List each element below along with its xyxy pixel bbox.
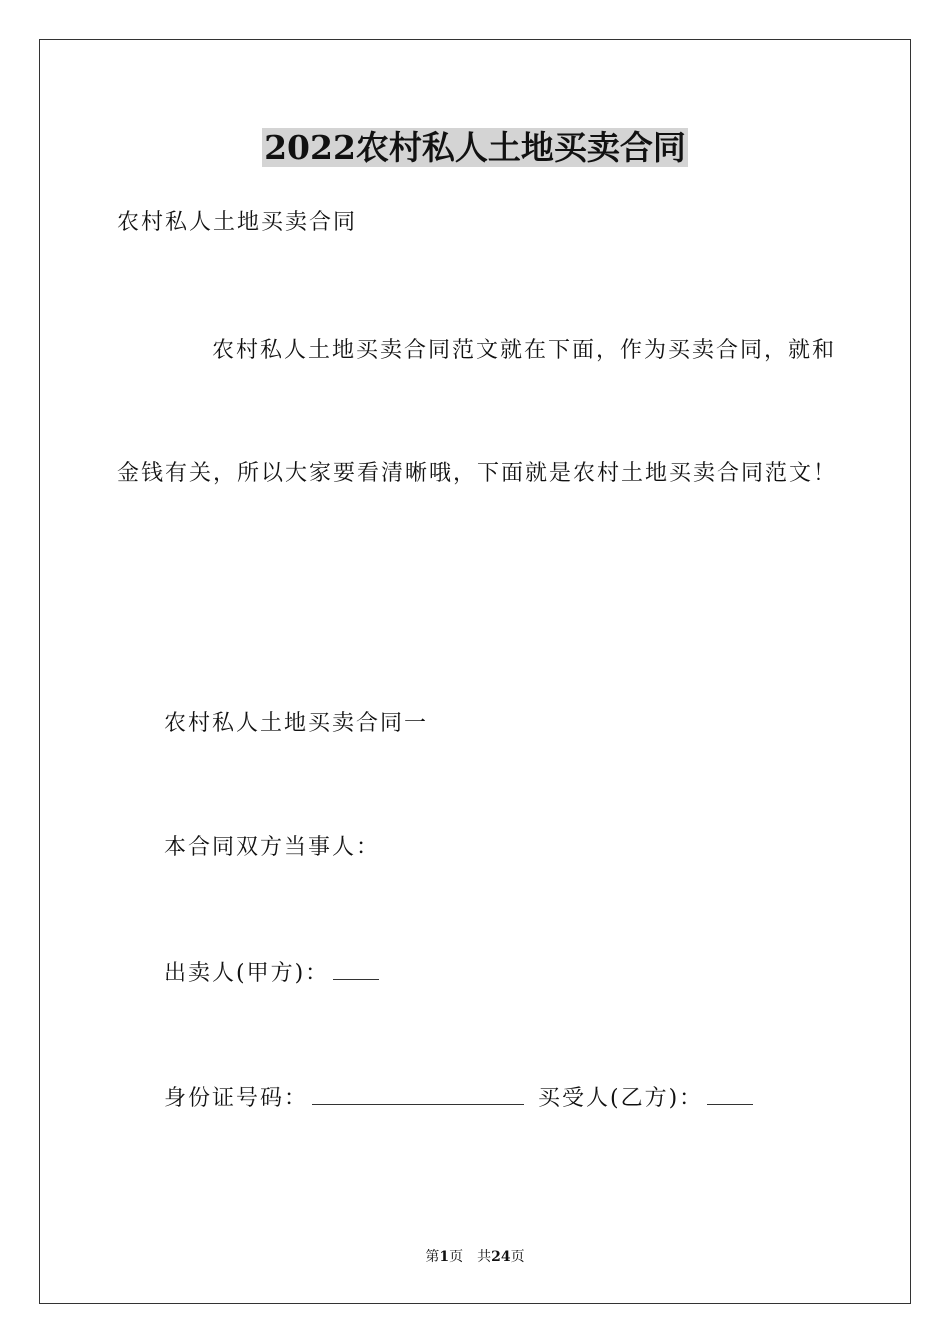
document-subtitle: 农村私人土地买卖合同: [117, 210, 358, 235]
footer-total-prefix: 共: [477, 1249, 492, 1265]
intro-line-1: 农村私人土地买卖合同范文就在下面，作为买卖合同，就和: [212, 338, 837, 363]
footer-total-suffix: 页: [510, 1249, 525, 1265]
footer-page-prefix: 第: [425, 1249, 440, 1265]
id-label: 身份证号码：: [164, 1086, 309, 1111]
page-footer: [0, 1247, 950, 1267]
seller-blank: [333, 957, 379, 980]
seller-line: [164, 957, 379, 989]
id-buyer-line: [164, 1082, 753, 1114]
intro-line-2: 金钱有关，所以大家要看清晰哦，下面就是农村土地买卖合同范文！: [117, 461, 838, 486]
parties-label: 本合同双方当事人：: [164, 835, 381, 860]
buyer-blank: [707, 1082, 753, 1105]
footer-page-current: 1: [439, 1249, 450, 1265]
document-title: [0, 126, 950, 170]
footer-page-total: 24: [491, 1249, 511, 1265]
buyer-label: 买受人(乙方)：: [538, 1086, 704, 1111]
seller-label: 出卖人(甲方)：: [164, 961, 330, 986]
section-heading: 农村私人土地买卖合同一: [164, 711, 429, 736]
id-blank: [312, 1082, 524, 1105]
title-text: 2022农村私人土地买卖合同: [264, 128, 686, 167]
footer-page-suffix: 页: [449, 1249, 464, 1265]
